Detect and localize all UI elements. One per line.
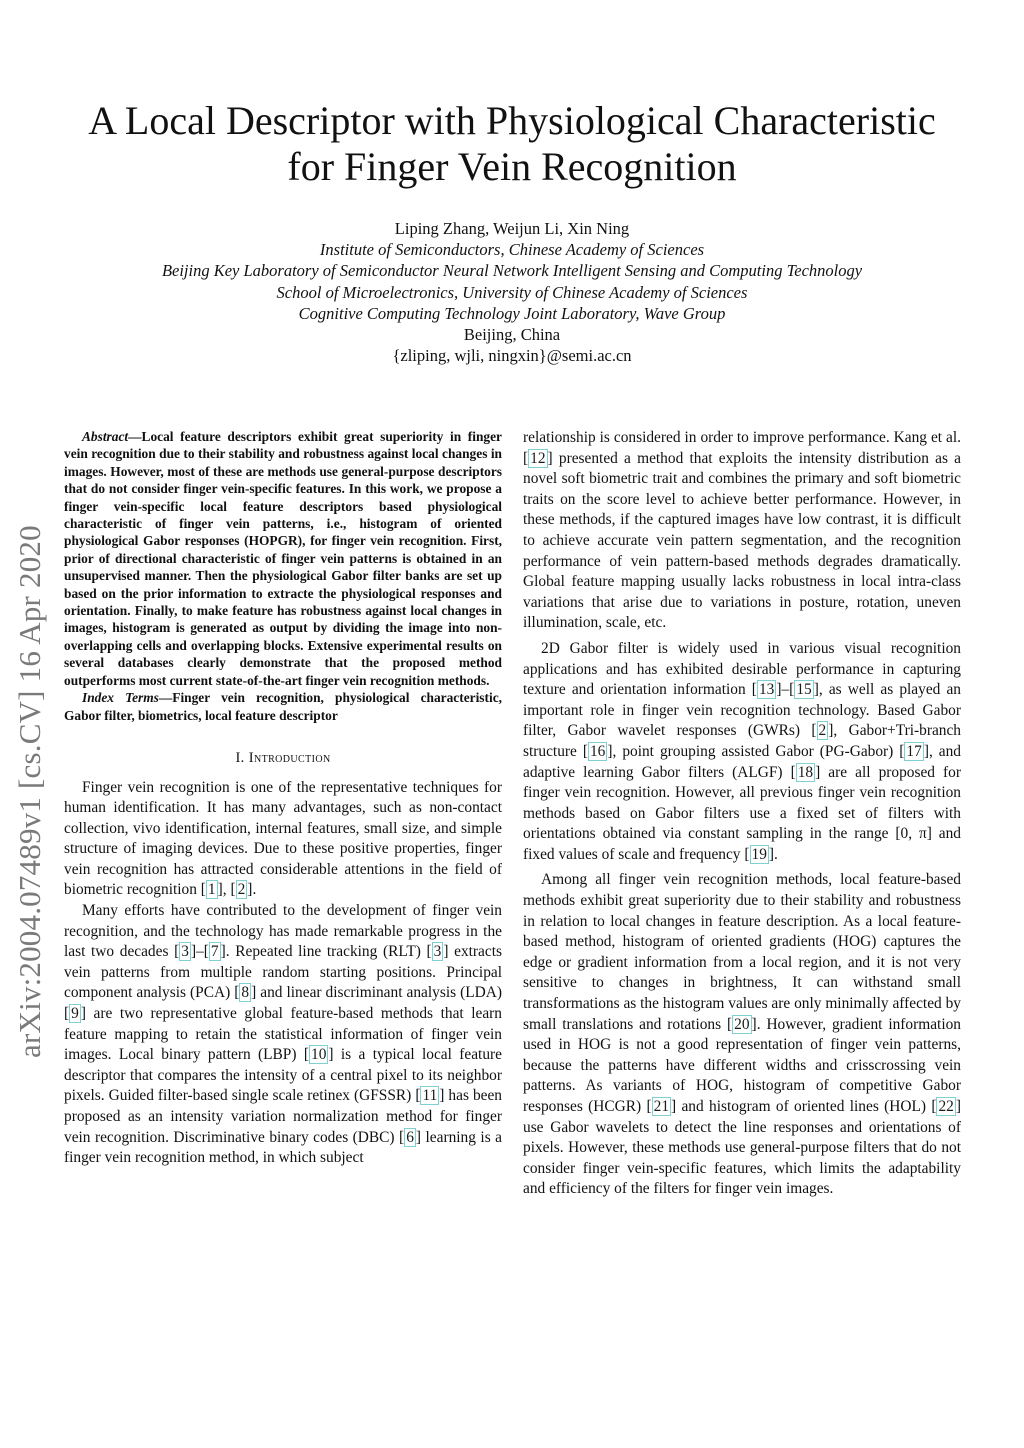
- citation-link[interactable]: 15: [796, 681, 812, 699]
- text-run: has been proposed as an intensity variation normalization method for finger vein recognition. Discriminative binary codes (DBC): [64, 1087, 503, 1146]
- citation-link[interactable]: 16: [589, 742, 606, 760]
- paper-title: [40, 98, 984, 190]
- index-terms: [64, 689, 502, 724]
- intro-paragraph-2: Many efforts have contributed to the development of finger vein recognition, and the technology has made remarkable progress in the last two decades [ 3 ]–[ 7 ]. Repeated line tracking (RLT) [ 3 ] extracts vein patterns from multiple random starting positions. Principal component analysis (PCA) [ 8 ] and linear discriminant analysis (LDA) [ 9 ] are two representative global feature-based methods that learn feature mapping to retain the statistical information of finger vein images. Local binary pattern (LBP) [ 10 ] is a typical local feature descriptor that compares the intensity of a central pixel to its neighbor pixels. Guided filter-based single scale retinex (GFSSR) [ 11 ] has been proposed as an intensity variation normalization method for finger vein recognition. Discriminative binary codes (DBC) [ 6 ] learning is a finger vein recognition method, in which subject: [64, 902, 503, 1167]
- text-run: Many efforts have contributed to the development of finger vein recognition, and the technology has made remarkable progress in the last two decades: [64, 902, 502, 961]
- text-run: learning is a finger vein recognition method, in which subject: [64, 1128, 502, 1167]
- citation-link[interactable]: 19: [751, 845, 767, 863]
- text-run: .: [252, 881, 257, 899]
- text-run: use Gabor wavelets to detect the line responses and orientations of pixels. However, these methods use general-purpose filters that do not consider finger vein-specific features, which limits the adaptability and efficiency of the filters for finger vein images.: [523, 1118, 961, 1198]
- affiliation-1: Institute of Semiconductors, Chinese Academy of Sciences: [319, 240, 705, 260]
- index-terms-text: —Finger vein recognition, physiological characteristic, Gabor filter, biometrics, local feature descriptor: [64, 690, 502, 723]
- text-run: and linear discriminant analysis (LDA): [256, 984, 502, 1002]
- abstract-text: —Local feature descriptors exhibit great superiority in finger vein recognition due to their stability and robustness against local changes in images. However, most of these are methods use general-purpose descriptors that do not consider finger vein-specific features. In this work, we propose a finger vein-specific local feature descriptors based physiological characteristic of finger vein patterns, i.e., histogram of oriented physiological Gabor responses (HOPGR), for finger vein recognition. First, prior of directional characteristic of finger vein patterns is obtained in an unsupervised manner. Then the physiological Gabor filter banks are set up based on the prior information to extracte the physiological responses and orientation. Finally, to make feature has robustness against local changes in images, histogram is generated as output by dividing the image into non-overlapping cells and overlapping blocks. Extensive experimental results on several databases clearly demonstrate that the proposed method outperforms most current state-of-the-art finger vein recognition methods.: [64, 429, 502, 688]
- abstract-label: Abstract: [82, 429, 129, 444]
- text-run: . However, gradient information used in HOG is not a good representation of finger vein patterns, because the patterns have different widths and crisscrossing vein patterns. As variants of HOG, histogram of competitive Gabor responses (HCGR): [523, 1015, 961, 1115]
- abstract: [64, 428, 502, 689]
- citation-link[interactable]: 9: [71, 1005, 79, 1023]
- math-range: [0, π]: [895, 825, 932, 843]
- citation-link[interactable]: 1: [207, 881, 216, 899]
- citation-link[interactable]: 2: [818, 722, 827, 740]
- affiliation-3: School of Microelectronics, University of Chinese Academy of Sciences: [276, 282, 748, 302]
- text-run: are all proposed for finger vein recognition. However, all previous finger vein recognition methods based on Gabor filters use a fixed set of filters with orientations obtained via constant sampling in the range: [523, 763, 961, 843]
- text-run: –: [196, 943, 204, 961]
- text-run: presented a method that exploits the intensity distribution as a novel soft biometric trait and combines the primary and soft biometric traits on the score level to achieve better performance. However, in these methods, if the captured images have low contrast, it is difficult to achieve accurate vein pattern segmentation, and the recognition performance of vein pattern-based methods degrades dramatically. Global feature mapping usually lacks robustness in local intra-class variations that arise due to variations in posture, rotation, uneven illumination, scale, etc.: [523, 449, 961, 632]
- citation-link[interactable]: 3: [433, 943, 442, 961]
- text-run: and histogram of oriented lines (HOL): [676, 1098, 932, 1115]
- author-location: Beijing, China: [463, 325, 561, 345]
- intro-paragraph-1: Finger vein recognition is one of the representative techniques for human identification. It has many advantages, such as non-contact collection, vivo identification, internal features, small size, and simple structure of imaging devices. Due to these positive properties, finger vein recognition has attracted considerable attentions in the field of biometric recognition [ 1 ], [ 2 ].: [64, 778, 502, 899]
- author-email: {zliping, wjli, ningxin}@semi.ac.cn: [392, 346, 632, 366]
- text-run: , point grouping assisted Gabor (PG-Gabor): [612, 742, 900, 760]
- arxiv-stamp: arXiv:2004.07489v1 [cs.CV] 16 Apr 2020: [12, 525, 47, 1058]
- text-run: , Gabor+Tri-branch structure: [523, 722, 961, 760]
- citation-link[interactable]: 7: [210, 943, 219, 961]
- text-run: extracts vein patterns from multiple random starting positions. Principal component analysis (PCA): [64, 943, 502, 1002]
- affiliation-4: Cognitive Computing Technology Joint Laboratory, Wave Group: [298, 303, 726, 323]
- citation-link[interactable]: 17: [906, 742, 922, 760]
- text-run: 2D Gabor filter is widely used in various visual recognition applications and has exhibited desirable performance in capturing texture and orientation information: [523, 639, 961, 699]
- text-run: and fixed values of scale and frequency: [523, 825, 961, 863]
- text-run: are two representative global feature-based methods that learn feature mapping to retain the statistical information of finger vein images. Local binary pattern (LBP): [64, 1005, 502, 1064]
- citation-link[interactable]: 10: [311, 1046, 327, 1064]
- right-column: [523, 428, 961, 1200]
- left-column: [64, 428, 502, 1169]
- intro-paragraph-4: Among all finger vein recognition methods, local feature-based methods exhibit great superiority due to their stability and robustness in relation to local changes in feature description. As a local feature-based method, histogram of oriented gradients (HOG) captures the edge or gradient information from a local region, and it is not very sensitive to changes in brightness, It can withstand small transformations as the histogram values are only minimally affected by small translations and rotations [ 20 ]. However, gradient information used in HOG is not a good representation of finger vein patterns, because the patterns have different widths and crisscrossing vein patterns. As variants of HOG, histogram of competitive Gabor responses (HCGR) [ 21 ] and histogram of oriented lines (HOL) [ 22 ] use Gabor wavelets to detect the line responses and orientations of pixels. However, these methods use general-purpose filters that do not consider finger vein-specific features, which limits the adaptability and efficiency of the filters for finger vein images.: [523, 871, 961, 1198]
- text-run: Among all finger vein recognition methods, local feature-based methods exhibit great superiority due to their stability and robustness in relation to local changes in feature description. As a local feature-based method, histogram of oriented gradients (HOG) captures the edge or gradient information from a local region, and it is not very sensitive to changes in brightness, It can withstand small transformations as the histogram values are only minimally affected by small translations and rotations: [523, 871, 961, 1033]
- text-run: Finger vein recognition is one of the representative techniques for human identification. It has many advantages, such as non-contact collection, vivo identification, internal features, small size, and simple structure of imaging devices. Due to these positive properties, finger vein recognition has attracted considerable attentions in the field of biometric recognition: [64, 778, 502, 899]
- text-run: . Repeated line tracking (RLT): [225, 943, 427, 961]
- section-heading-introduction: I. Introduction: [235, 749, 331, 766]
- author-block: [60, 218, 964, 366]
- index-terms-label: Index Terms: [82, 690, 159, 706]
- text-run: , and adaptive learning Gabor filters (ALGF): [523, 742, 961, 781]
- citation-link[interactable]: 6: [406, 1128, 414, 1146]
- text-run: is a typical local feature descriptor that compares the intensity of a central pixel to its neighbor pixels. Guided filter-based single scale retinex (GFSSR): [64, 1046, 502, 1105]
- text-run: ,: [222, 881, 231, 899]
- citation-link[interactable]: 22: [938, 1098, 954, 1115]
- text-run: –: [781, 681, 790, 699]
- citation-link[interactable]: 12: [530, 449, 546, 467]
- citation-link[interactable]: 3: [181, 943, 189, 961]
- text-run: relationship is considered in order to improve performance. Kang et al.: [523, 429, 961, 446]
- affiliation-2: Beijing Key Laboratory of Semiconductor Neural Network Intelligent Sensing and Computing Technology: [161, 261, 863, 281]
- intro-paragraph-2-continued: relationship is considered in order to improve performance. Kang et al. [ 12 ] presented a method that exploits the intensity distribution as a novel soft biometric trait and combines the primary and soft biometric traits on the score level to achieve better performance. However, in these methods, if the captured images have low contrast, it is difficult to achieve accurate vein pattern segmentation, and the recognition performance of vein pattern-based methods degrades dramatically. Global feature mapping usually lacks robustness in local intra-class variations that arise due to variations in posture, rotation, uneven illumination, scale, etc.: [523, 429, 961, 632]
- text-run: , as well as played an important role in finger vein recognition technology. Based Gabor filter, Gabor wavelet responses (GWRs): [523, 681, 961, 740]
- citation-link[interactable]: 20: [734, 1015, 750, 1033]
- title-line-1: A Local Descriptor with Physiological Characteristic: [88, 98, 936, 143]
- intro-paragraph-3: 2D Gabor filter is widely used in various visual recognition applications and has exhibited desirable performance in capturing texture and orientation information [ 13 ]–[ 15 ], as well as played an important role in finger vein recognition technology. Based Gabor filter, Gabor wavelet responses (GWRs) [ 2 ], Gabor+Tri-branch structure [ 16 ], point grouping assisted Gabor (PG-Gabor) [ 17 ], and adaptive learning Gabor filters (ALGF) [ 18 ] are all proposed for finger vein recognition. However, all previous finger vein recognition methods based on Gabor filters use a fixed set of filters with orientations obtained via constant sampling in the range [0, π] and fixed values of scale and frequency [ 19 ].: [523, 639, 961, 863]
- text-run: .: [774, 845, 778, 863]
- citation-link[interactable]: 11: [422, 1087, 438, 1105]
- citation-link[interactable]: 13: [758, 681, 775, 699]
- citation-link[interactable]: 2: [237, 881, 246, 899]
- author-names: Liping Zhang, Weijun Li, Xin Ning: [394, 219, 630, 238]
- title-line-2: for Finger Vein Recognition: [287, 144, 737, 189]
- citation-link[interactable]: 21: [653, 1098, 670, 1115]
- citation-link[interactable]: 18: [797, 763, 814, 781]
- citation-link[interactable]: 8: [241, 984, 250, 1002]
